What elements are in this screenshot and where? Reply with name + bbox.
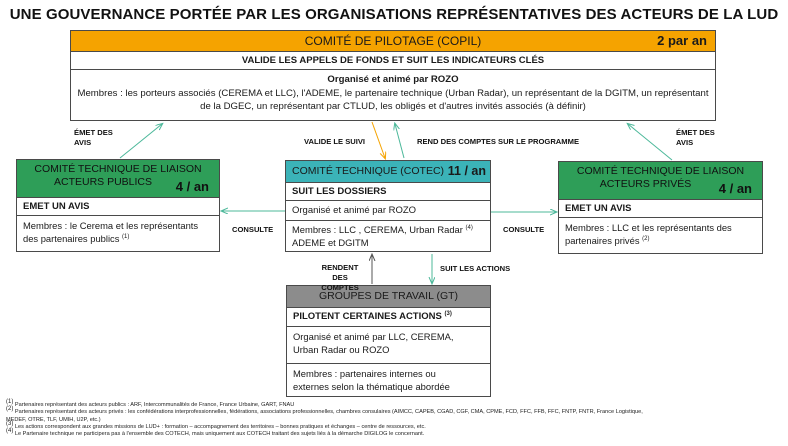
label-rend-comptes: REND DES COMPTES SUR LE PROGRAMME [417,137,580,146]
label-consulte-public: CONSULTE [232,225,274,234]
cotec-members-ref: (4) [465,224,473,231]
copil-role: VALIDE LES APPELS DE FONDS ET SUIT LES INDICATEURS CLÉS [71,51,715,69]
gt-members-cell [287,363,490,397]
arrow-copil-to-cotec [372,122,385,158]
gt-role: PILOTENT CERTAINES ACTIONS [293,311,442,322]
cotec-members-line2: ADEME et DGITM [292,236,369,248]
cotec-name: COMITÉ TECHNIQUE (COTEC) [292,165,445,177]
copil-members: Membres : les porteurs associés (CEREMA et LLC), l'ADEME, le partenaire technique (Urban Radar), un représentant de la DGITM, un représentant de la DGEC, un représentant par CTLUD, les obligés et d'autres invités associés (à définir) [77,88,709,112]
arrow-cotec-to-copil [395,124,404,158]
ctl-public-name-line2: ACTEURS PUBLICS [53,176,153,188]
ctl-public-header [17,160,219,197]
ctl-private-members-cell [559,217,762,250]
gt-role-cell [287,307,490,326]
copil-name: COMITÉ DE PILOTAGE (COPIL) [304,34,482,48]
footnote-2-cont: MEDEF, OTRE, TLF, UMIH, U2P, etc.) [6,416,101,423]
gt-header: GROUPES DE TRAVAIL (GT) [287,286,490,307]
footnote-4: $^{(4)}$ Le Partenaire technique ne participera pas à l'ensemble des COTECH, mais uniquement aux COTECH traitant des sujets liés à la démarche DIGILOG le concernant. [6,428,425,438]
ctl-public-members: Membres : le Cerema et les représentants des partenaires publics [23,220,199,244]
label-rendent-comptes: RENDENT DES COMPTES [321,263,359,292]
ctl-private-note-ref: (2) [642,235,650,242]
copil-details [71,69,715,113]
copil-organizer: Organisé et animé par ROZO [327,74,459,85]
arrow-private-to-copil [628,124,672,160]
copil-box [70,30,716,121]
label-valide-suivi: VALIDE LE SUIVI [304,137,366,146]
ctl-private-box [558,161,763,254]
cotec-organizer: Organisé et animé par ROZO [286,200,490,220]
ctl-private-name-line2: ACTEURS PRIVÉS [599,178,692,190]
ctl-public-frequency: 4 / an [175,179,209,194]
gt-box [286,285,491,397]
gt-organizer-line1: Organisé et animé par LLC, CEREMA, [293,331,454,342]
footnote-3: $^{(3)}$ Les actions correspondent aux grandes missions de LUD+ : formation – accompagnement des territoires – bonnes pratiques et échanges – centre de ressources, etc. [6,421,426,430]
gt-role-ref: (3) [444,310,452,317]
copil-header [71,31,715,51]
ctl-public-members-cell [17,215,219,248]
ctl-private-role: EMET UN AVIS [559,199,762,217]
cotec-box [285,160,491,252]
label-consulte-private: CONSULTE [503,225,545,234]
footnotes [6,399,786,438]
ctl-private-name-line1: COMITÉ TECHNIQUE DE LIAISON [576,165,745,177]
copil-frequency: 2 par an [657,33,707,48]
cotec-frequency: 11 / an [447,164,486,178]
ctl-public-name-line1: COMITÉ TECHNIQUE DE LIAISON [34,163,202,175]
label-emet-avis-private: ÉMET DES AVIS [676,128,715,147]
label-emet-avis-public: ÉMET DES AVIS [74,128,113,147]
footnote-1: $^{(1)}$ Partenaires représentant des acteurs publics : ARF, Intercommunalités de France, France Urbaine, GART, FNAU [6,399,295,408]
ctl-public-box [16,159,220,252]
ctl-public-note-ref: (1) [122,233,130,240]
ctl-public-role: EMET UN AVIS [17,197,219,215]
cotec-members-cell [286,220,490,252]
gt-organizer-cell [287,326,490,363]
page-title: UNE GOUVERNANCE PORTÉE PAR LES ORGANISATIONS REPRÉSENTATIVES DES ACTEURS DE LA LUD [9,6,779,23]
cotec-header [286,161,490,182]
cotec-role: SUIT LES DOSSIERS [286,182,490,200]
arrow-public-to-copil [120,124,162,158]
footnote-2: $^{(2)}$ Partenaires représentant des acteurs privés : les confédérations interprofessionnelles, fédérations, associations professionnelles, chambres consulaires (AIMCC, CAPEB, CGAD, CGF, CMA, CPME, FCD, FFC, FFB, FFC, FNTP, FNTR, France Logistique, [6,406,643,416]
cotec-members: Membres : LLC , CEREMA, Urban Radar [292,224,463,235]
ctl-private-members: Membres : LLC et les représentants des partenaires privés [565,222,732,246]
gt-members-line1: Membres : partenaires internes ou [293,368,436,379]
gt-organizer-line2: Urban Radar ou ROZO [293,343,390,355]
ctl-private-frequency: 4 / an [718,181,752,196]
label-suit-actions: SUIT LES ACTIONS [440,264,511,273]
gt-members-line2: externes selon la thématique abordée [293,380,450,392]
ctl-private-header [559,162,762,199]
